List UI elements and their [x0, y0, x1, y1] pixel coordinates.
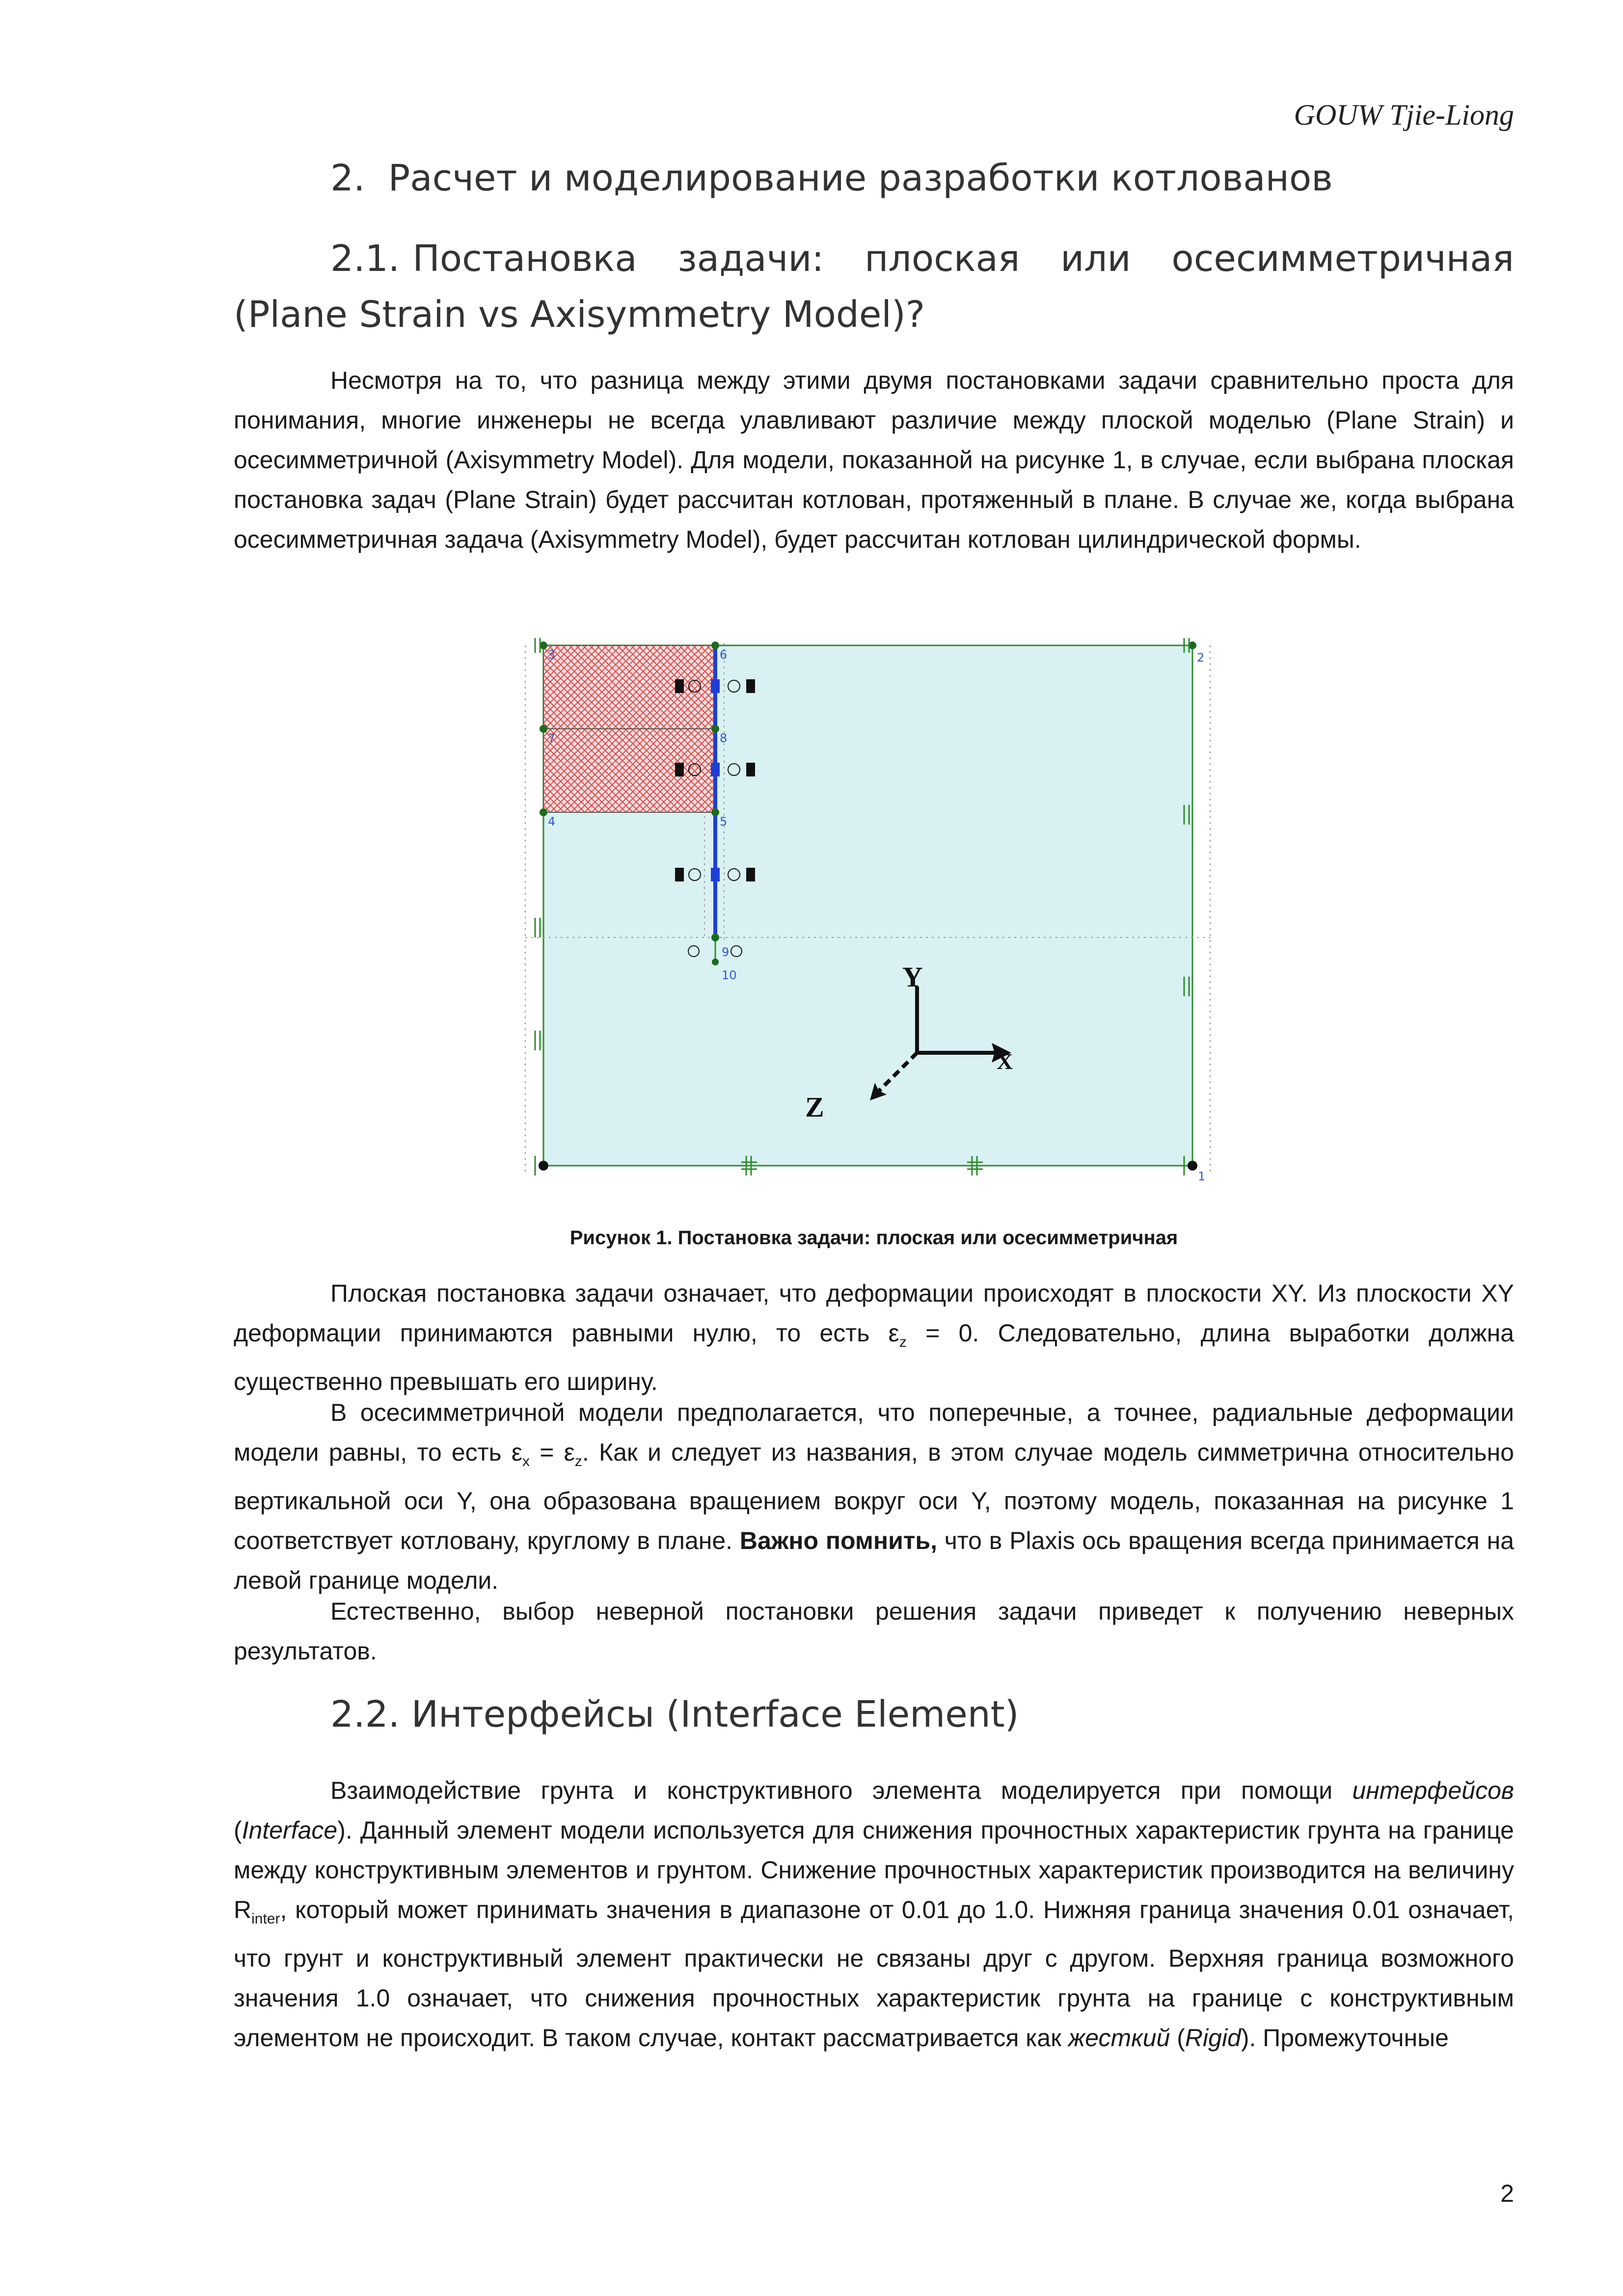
excavation-block-2 — [543, 729, 715, 812]
axis-z-label: Z — [805, 1091, 824, 1123]
axis-x-label: X — [997, 1049, 1013, 1074]
point-label: 10 — [722, 968, 737, 982]
section-number: 2. — [330, 157, 365, 199]
section-heading-2 — [330, 157, 1514, 199]
section-heading-2-1 — [234, 231, 1514, 343]
point-label: 3 — [548, 648, 556, 662]
point-label: 7 — [548, 731, 556, 745]
header-author: GOUW Tjie-Liong — [1294, 99, 1514, 131]
section-title: Расчет и моделирование разработки котлованов — [388, 157, 1333, 199]
section-title: Постановка задачи: плоская или осесимметричная (Plane Strain vs Axisymmetry Model)? — [234, 238, 1514, 336]
point-label: 4 — [548, 815, 556, 828]
paragraph-plane-strain: Плоская постановка задачи означает, что деформации происходят в плоскости XY. Из плоскости XY деформации принимаются равными нулю, то есть $\varepsilon_z = 0$. Следовательно, длина выработки должна существенно превышать его ширину. — [234, 1280, 1514, 1395]
point-label: 5 — [720, 815, 728, 828]
paragraph-interfaces: Взаимодействие грунта и конструктивного элемента моделируется при помощи интерфейсов (Interface). Данный элемент модели используется для снижения прочностных характеристик грунта на границе между конструктивным элементов и грунтом. Снижение прочностных характеристик производится на величину $R_{inter}$, который может принимать значения в диапазоне от 0.01 до 1.0. Нижняя граница значения 0.01 означает, что грунт и конструктивный элемент практически не связаны друг с другом. Верхняя граница возможного значения 1.0 означает, что снижения прочностных характеристик грунта на границе с конструктивным элементом не происходит. В таком случае, контакт рассматривается как жесткий (Rigid). Промежуточные — [234, 1777, 1514, 2052]
paragraph-conclusion: Естественно, выбор неверной постановки решения задачи приведет к получению неверных результатов. — [234, 1598, 1514, 1665]
section-number: 2.2. — [330, 1693, 400, 1735]
section-title: Интерфейсы (Interface Element) — [411, 1693, 1019, 1735]
paragraph-intro: Несмотря на то, что разница между этими двумя постановками задачи сравнительно проста для понимания, многие инженеры не всегда улавливают различие между плоской моделью (Plane Strain) и осесимметричной (Axisymmetry Model). Для модели, показанной на рисунке 1, в случае, если выбрана плоская постановка задач (Plane Strain) будет рассчитан котлован, протяженный в плане. В случае же, когда выбрана осесимметричная задача (Axisymmetry Model), будет рассчитан котлован цилиндрической формы. — [234, 367, 1514, 553]
page-number: 2 — [1500, 2180, 1514, 2207]
axis-y-label: Y — [902, 961, 923, 993]
excavation-block-1 — [543, 645, 715, 729]
point-label: 1 — [1198, 1170, 1206, 1183]
point-label: 6 — [720, 648, 728, 662]
model-figure — [506, 623, 1222, 1198]
point-label: 9 — [722, 945, 730, 959]
point-label: 2 — [1197, 651, 1205, 665]
section-heading-2-2 — [330, 1693, 1514, 1735]
figure-caption: Рисунок 1. Постановка задачи: плоская или осесимметричная — [569, 1227, 1178, 1249]
section-number: 2.1. — [330, 238, 400, 280]
paragraph-axisymmetry: В осесимметричной модели предполагается, что поперечные, а точнее, радиальные деформации модели равны, то есть $\varepsilon_x = \varepsilon_z$. Как и следует из названия, в этом случае модель симметрична относительно вертикальной оси Y, она образована вращением вокруг оси Y, поэтому модель, показанная на рисунке 1 соответствует котловану, круглому в плане. Важно помнить, что в Plaxis ось вращения всегда принимается на левой границе модели. — [234, 1399, 1515, 1594]
point-label: 8 — [720, 731, 728, 745]
